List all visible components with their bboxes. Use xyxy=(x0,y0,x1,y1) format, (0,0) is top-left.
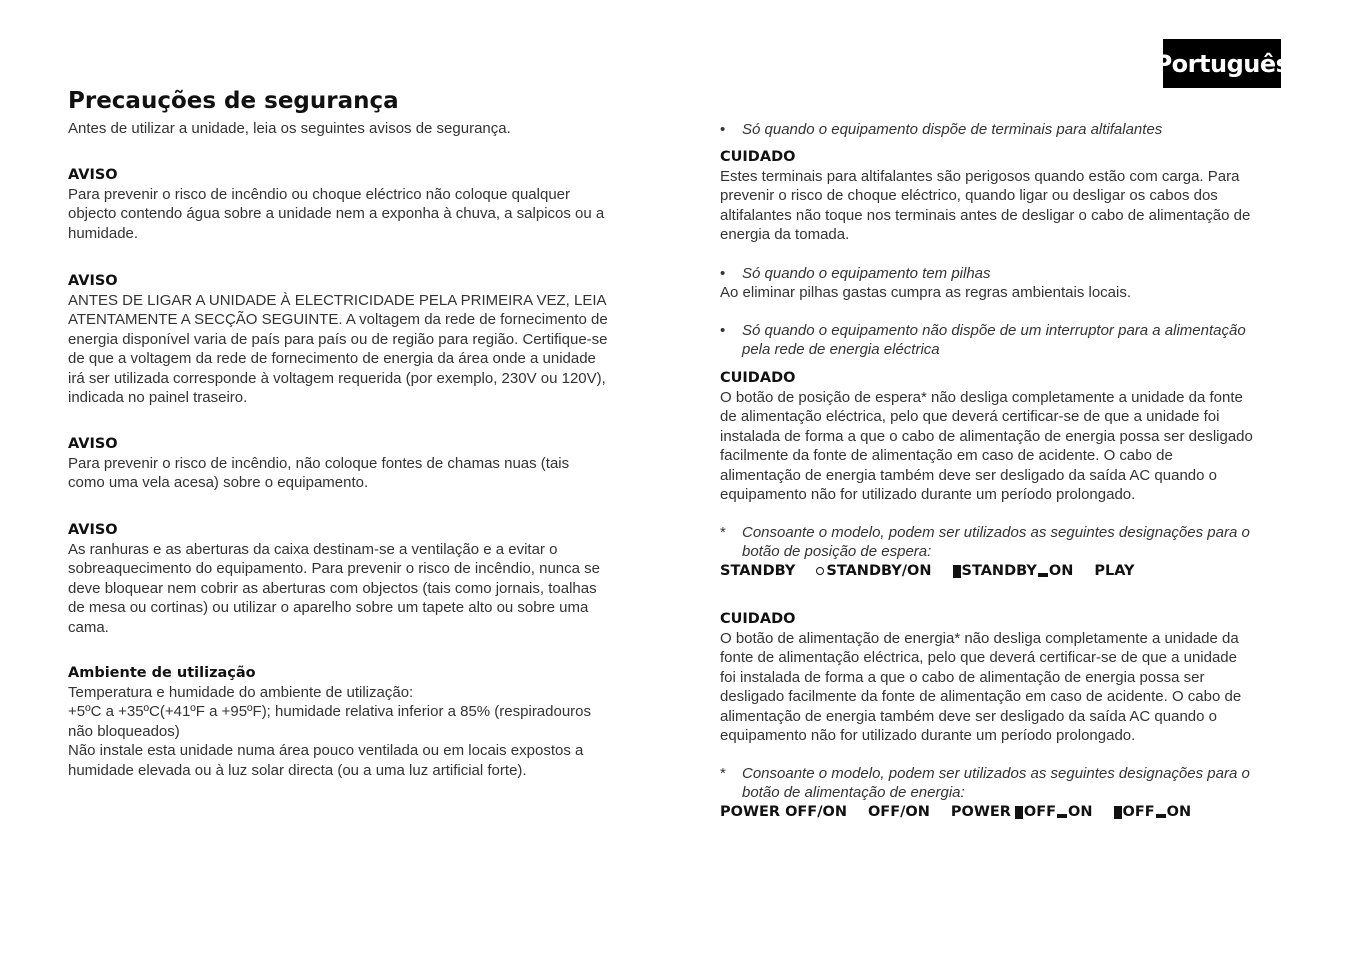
text-line: instalada de forma a que o cabo de alimentação de energia possa ser desligado xyxy=(720,427,1253,445)
bullet-no-mains-switch xyxy=(720,321,1285,360)
text-line: fonte de alimentação eléctrica, pelo que deverá certificar-se de que a unidade xyxy=(720,649,1237,667)
warning-flames xyxy=(68,435,633,493)
caution-heading: CUIDADO xyxy=(720,149,796,165)
warning-heading: AVISO xyxy=(68,273,118,289)
caution-speaker-terminals xyxy=(720,148,1285,245)
text-line: prevenir o risco de choque eléctrico, quando ligar ou desligar os cabos dos xyxy=(720,187,1218,205)
text-line: botão de alimentação de energia: xyxy=(742,784,965,802)
caution-heading: CUIDADO xyxy=(720,611,796,627)
text-line: equipamento não for utilizado durante um período prolongado. xyxy=(720,727,1136,745)
bar-symbol-icon xyxy=(1038,573,1048,577)
warning-ventilation xyxy=(68,521,633,637)
warning-heading: AVISO xyxy=(68,522,118,538)
designation-text: ON xyxy=(1068,803,1093,820)
standby-symbol-icon xyxy=(816,567,824,575)
designation-text: OFF xyxy=(1023,803,1057,820)
asterisk-mark: * xyxy=(720,765,726,782)
designation-text: ON xyxy=(1166,803,1192,820)
warning-body xyxy=(68,185,633,243)
text-line: As ranhuras e as aberturas da caixa destinam-se a ventilação e a evitar o xyxy=(68,541,558,558)
text-line: Ao eliminar pilhas gastas cumpra as regras ambientais locais. xyxy=(720,284,1132,302)
text-line: de que a voltagem da rede de fornecimento de energia da área onde a unidade xyxy=(68,350,596,368)
operating-environment xyxy=(68,664,633,780)
bar-symbol-icon xyxy=(1156,814,1166,818)
text-line: foi instalada de forma a que o cabo de alimentação de energia possa ser xyxy=(720,668,1205,686)
text-line: Não instale esta unidade numa área pouco ventilada ou em locais expostos a xyxy=(68,742,584,760)
designation-text: STANDBY xyxy=(961,562,1037,579)
caution-body xyxy=(720,629,1285,745)
note-item xyxy=(720,764,1285,803)
push-button-symbol-icon xyxy=(953,565,961,578)
warning-body xyxy=(68,540,633,637)
batteries-body xyxy=(720,283,1285,302)
text-line: equipamento não for utilizado durante um período prolongado. xyxy=(720,486,1136,504)
bullet-item xyxy=(720,120,1285,139)
text-line: de mesa ou cortinas) ou utilizar o aparelho sobre um tapete alto ou sobre uma xyxy=(68,599,589,617)
warning-heading: AVISO xyxy=(68,167,118,183)
text-line: Só quando o equipamento dispõe de terminais para altifalantes xyxy=(742,121,1163,138)
caution-power-button xyxy=(720,610,1285,745)
text-line: Temperatura e humidade do ambiente de utilização: xyxy=(68,684,414,701)
power-designations xyxy=(720,803,1285,822)
caution-body xyxy=(720,388,1285,504)
designation-off-on: OFF/ON xyxy=(867,803,930,820)
designation-play: PLAY xyxy=(1094,562,1135,579)
text-line: O botão de posição de espera* não desliga completamente a unidade da fonte xyxy=(720,389,1243,406)
designation-text: OFF xyxy=(1122,803,1155,820)
text-line: humidade. xyxy=(68,224,139,242)
text-line: indicada no painel traseiro. xyxy=(68,389,248,407)
text-line: botão de posição de espera: xyxy=(742,543,932,561)
text-line: como uma vela acesa) sobre o equipamento. xyxy=(68,474,369,492)
caution-body xyxy=(720,167,1285,245)
text-line: ANTES DE LIGAR A UNIDADE À ELECTRICIDADE PELA PRIMEIRA VEZ, LEIA xyxy=(68,292,607,309)
bullet-batteries xyxy=(720,264,1285,303)
bullet-item xyxy=(720,321,1285,360)
text-line: não bloqueados) xyxy=(68,722,180,740)
note-power-designations xyxy=(720,764,1285,822)
text-line: alimentação de energia também deve ser desligado da saída AC quando o xyxy=(720,707,1217,725)
text-line: cama. xyxy=(68,618,109,636)
warning-voltage xyxy=(68,272,633,407)
designation-text: STANDBY/ON xyxy=(826,562,932,579)
text-line: Para prevenir o risco de incêndio, não coloque fontes de chamas nuas (tais xyxy=(68,455,570,472)
intro-text: Antes de utilizar a unidade, leia os seguintes avisos de segurança. xyxy=(68,120,511,137)
text-line: objecto contendo água sobre a unidade nem a exponha à chuva, a salpicos ou a xyxy=(68,205,605,223)
designation-standby: STANDBY xyxy=(720,562,796,579)
designation-standby-bar-on xyxy=(953,562,1074,581)
text-line: Só quando o equipamento tem pilhas xyxy=(742,265,991,282)
text-line: energia da tomada. xyxy=(720,226,850,244)
bullet-mark: • xyxy=(720,322,726,339)
text-line: facilmente da fonte de alimentação em caso de acidente. O cabo de xyxy=(720,447,1173,465)
text-line: alimentação de energia também deve ser desligado da saída AC quando o xyxy=(720,466,1217,484)
text-line: Para prevenir o risco de incêndio ou choque eléctrico não coloque qualquer xyxy=(68,186,570,203)
designation-off-bar-on xyxy=(1114,803,1192,822)
designation-text: ON xyxy=(1048,562,1074,579)
page-title: Precauções de segurança xyxy=(68,88,399,114)
designation-power-bar xyxy=(951,803,1093,822)
note-item xyxy=(720,523,1285,562)
bar-symbol-icon xyxy=(1057,814,1067,818)
environment-heading: Ambiente de utilização xyxy=(68,665,256,681)
text-line: Consoante o modelo, podem ser utilizados as seguintes designações para o xyxy=(742,524,1250,541)
note-standby-designations xyxy=(720,523,1285,581)
text-line: Estes terminais para altifalantes são perigosos quando estão com carga. Para xyxy=(720,168,1240,185)
text-line: deve bloquear nem cobrir as aberturas com objectos (tais como jornais, toalhas xyxy=(68,579,597,597)
warning-heading: AVISO xyxy=(68,436,118,452)
bullet-item xyxy=(720,264,1285,283)
text-line: pela rede de energia eléctrica xyxy=(742,341,940,359)
text-line: ATENTAMENTE A SECÇÃO SEGUINTE. A voltagem da rede de fornecimento de xyxy=(68,311,608,329)
text-line: desligado facilmente da fonte de alimentação em caso de acidente. O cabo de xyxy=(720,688,1242,706)
asterisk-mark: * xyxy=(720,524,726,541)
text-line: irá ser utilizada corresponde à voltagem requerida (por exemplo, 230V ou 120V), xyxy=(68,369,606,387)
text-line: Consoante o modelo, podem ser utilizados as seguintes designações para o xyxy=(742,765,1250,782)
environment-body xyxy=(68,683,633,780)
text-line: de alimentação eléctrica, pelo que deverá certificar-se de que a unidade foi xyxy=(720,408,1220,426)
designation-standby-on xyxy=(816,562,931,581)
text-line: Só quando o equipamento não dispõe de um interruptor para a alimentação xyxy=(742,322,1246,339)
text-line: +5ºC a +35ºC(+41ºF a +95ºF); humidade relativa inferior a 85% (respiradouros xyxy=(68,703,592,721)
warning-body xyxy=(68,454,633,493)
text-line: energia disponível varia de país para país ou de região para região. Certifique-se xyxy=(68,330,608,348)
designation-text: POWER xyxy=(950,803,1011,820)
warning-moisture xyxy=(68,166,633,243)
text-line: sobreaquecimento do equipamento. Para prevenir o risco de incêndio, nunca se xyxy=(68,560,601,578)
language-badge: Português xyxy=(1163,39,1281,88)
text-line: humidade elevada ou à luz solar directa (ou a uma luz artificial forte). xyxy=(68,761,527,779)
standby-designations xyxy=(720,562,1285,581)
bullet-mark: • xyxy=(720,121,726,138)
bullet-mark: • xyxy=(720,265,726,282)
bullet-speaker-terminals xyxy=(720,120,1285,139)
designation-power-off-on: POWER OFF/ON xyxy=(720,803,847,820)
text-line: O botão de alimentação de energia* não desliga completamente a unidade da xyxy=(720,630,1239,647)
warning-body xyxy=(68,291,633,407)
text-line: altifalantes não toque nos terminais antes de desligar o cabo de alimentação de xyxy=(720,206,1251,224)
push-button-symbol-icon xyxy=(1114,806,1122,819)
push-button-symbol-icon xyxy=(1015,806,1023,819)
caution-heading: CUIDADO xyxy=(720,370,796,386)
caution-standby xyxy=(720,369,1285,504)
